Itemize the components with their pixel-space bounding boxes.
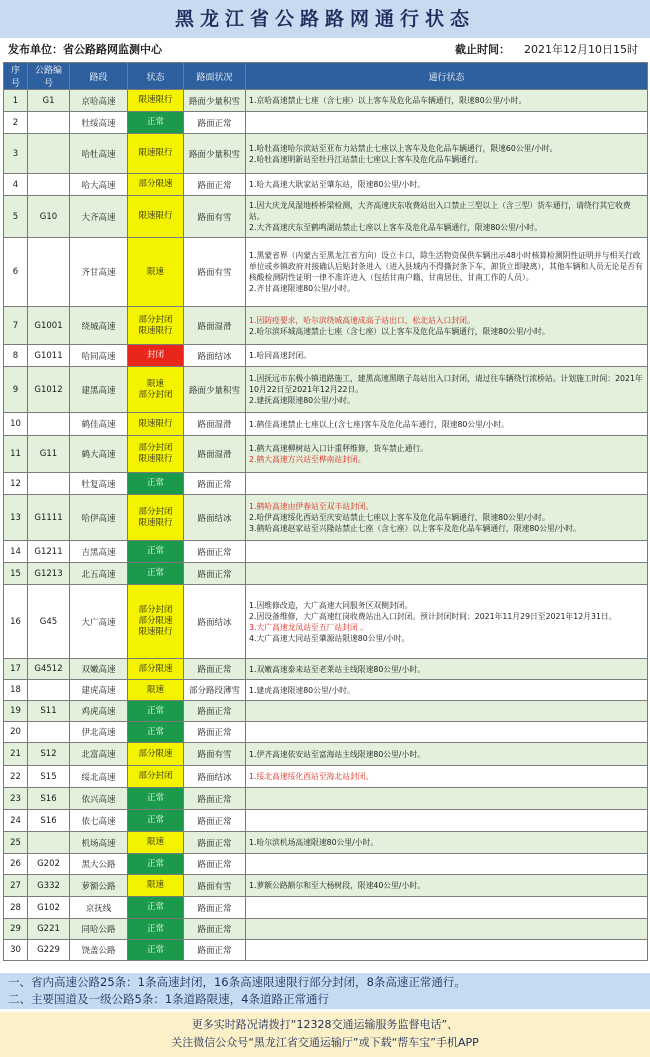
surface-condition: 路面有雪 [184,238,246,307]
road-section: 建黑高速 [70,367,128,413]
status-badge [128,788,184,810]
status-text: 正常 [146,793,164,803]
row-number: 9 [4,367,28,413]
traffic-info [246,134,648,174]
road-code: G45 [28,585,70,659]
road-section: 依七高速 [70,810,128,832]
status-badge [128,766,184,788]
traffic-note: 1.哈大高速大耿家站至肇东站，限速80公里/小时。 [249,180,425,189]
road-code: S15 [28,766,70,788]
road-code: G1012 [28,367,70,413]
table-row [4,854,648,875]
publisher: 发布单位：省公路路网监测中心 [8,43,162,56]
status-badge [128,413,184,436]
traffic-info [246,743,648,766]
table-row [4,238,648,307]
traffic-info [246,722,648,743]
traffic-note: 2.哈尔滨环城高速禁止七座（含七座）以上客车及危化品车辆通行，限速80公里/小时。 [249,326,550,336]
summary-line-highways: 一、省内高速公路25条：1条高速封闭，16条高速限速限行部分封闭，8条高速正常通行。 [8,975,466,989]
traffic-info [246,174,648,196]
status-text: 限速限行 [138,148,173,158]
status-badge [128,436,184,473]
status-text: 部分限速 [138,616,173,626]
traffic-info [246,112,648,134]
traffic-note: 1.京哈高速禁止七座（含七座）以上客车及危化品车辆通行，限速80公里/小时。 [249,96,527,105]
status-badge [128,367,184,413]
road-section: 牡绥高速 [70,112,128,134]
status-text: 正常 [146,923,164,934]
row-number: 21 [4,743,28,766]
road-section: 北五高速 [70,563,128,585]
road-code [28,134,70,174]
surface-condition: 路面正常 [184,832,246,854]
status-text: 正常 [146,944,164,955]
status-badge [128,659,184,680]
traffic-note: 1.哈牡高速哈尔滨站至亚布力站禁止七座以上客车及危化品车辆通行，限速60公里/小时。 [249,143,558,153]
row-number: 15 [4,563,28,585]
road-section: 萝额公路 [70,875,128,897]
status-text: 正常 [146,568,164,578]
header-status: 状态 [128,63,184,90]
status-badge [128,743,184,766]
status-text: 部分限速 [138,748,173,759]
table-row [4,112,648,134]
row-number: 23 [4,788,28,810]
surface-condition: 路面少量积雪 [184,367,246,413]
status-text: 限速限行 [138,95,173,105]
row-number: 29 [4,919,28,940]
status-badge [128,832,184,854]
traffic-note: 1.绥北高速绥化西站至海北站封闭。 [249,772,374,781]
table-row [4,875,648,897]
table-row [4,766,648,788]
traffic-info [246,90,648,112]
summary-line-national-roads: 二、主要国道及一级公路5条：1条道路限速，4条道路正常通行 [8,992,329,1006]
status-badge [128,919,184,940]
table-row [4,585,648,659]
row-number: 16 [4,585,28,659]
row-number: 20 [4,722,28,743]
table-row [4,563,648,585]
traffic-info [246,563,648,585]
status-badge [128,701,184,722]
surface-condition: 路面有雪 [184,875,246,897]
traffic-note: 2.哈伊高速绥化西站至庆安站禁止七座以上客车及危化品车辆通行，限速80公里/小时。 [249,513,550,522]
status-text: 部分封闭 [138,314,173,325]
traffic-note: 1.鹤大高速柳树站入口计重秤维修，货车禁止通行。 [249,444,428,453]
status-badge [128,810,184,832]
row-number: 24 [4,810,28,832]
summary-box [0,973,650,1009]
table-row [4,196,648,238]
table-row [4,436,648,473]
status-badge [128,495,184,541]
traffic-info [246,345,648,367]
row-number: 2 [4,112,28,134]
surface-condition: 路面正常 [184,788,246,810]
surface-condition: 路面湿滑 [184,413,246,436]
status-text: 限速 [146,266,164,277]
table-row [4,722,648,743]
traffic-note: 1.黑蒙省界（内蒙古至黑龙江省方向）设立卡口，除生活物资保供车辆出示48小时核算检测阴性证明并与相关行政单位或乡镇政府对接确认后贴封条进入（进入县域内不得撕封条下车，卸货立即驶离），其他车辆和人员无论是否有核酸检测阴性证明一律不准许进入（包括甘南户籍、甘南居住、甘南工作的人员）。 [249,251,643,282]
traffic-info [246,854,648,875]
table-row [4,345,648,367]
traffic-note: 4.大广高速大同站至肇源站限速80公里/小时。 [249,633,410,643]
road-section: 鸡虎高速 [70,701,128,722]
status-badge [128,585,184,659]
table-row [4,701,648,722]
status-badge [128,174,184,196]
road-code: S11 [28,701,70,722]
notice-box [0,1012,650,1057]
road-section: 吉黑高速 [70,541,128,563]
traffic-note: 1.因维修改造，大广高速大同服务区双侧封闭。 [249,600,413,610]
road-section: 鹤佳高速 [70,413,128,436]
traffic-info [246,585,648,659]
traffic-info [246,875,648,897]
road-section: 同哈公路 [70,919,128,940]
status-text: 限速限行 [138,627,173,637]
traffic-note: 3.大广高速龙凤站至五厂站封闭 。 [249,622,369,632]
traffic-info [246,919,648,940]
traffic-note: 2.建抚高速限速80公里/小时。 [249,396,355,405]
road-section: 依兴高速 [70,788,128,810]
status-badge [128,473,184,495]
status-text: 正常 [146,705,164,716]
table-row [4,919,648,940]
status-text: 正常 [146,726,164,737]
surface-condition: 路面湿滑 [184,436,246,473]
traffic-info [246,196,648,238]
road-section: 哈同高速 [70,345,128,367]
traffic-info [246,367,648,413]
status-badge [128,854,184,875]
deadline [455,38,638,62]
status-badge [128,722,184,743]
status-text: 正常 [146,815,164,825]
traffic-info [246,940,648,961]
surface-condition: 路面正常 [184,112,246,134]
status-text: 限速 [146,378,164,389]
road-section: 大广高速 [70,585,128,659]
row-number: 3 [4,134,28,174]
traffic-note: 1.因抚远市东极小镇道路施工，建黑高速黑瞎子岛站出入口封闭，请过往车辆绕行浓桥站。计划施工时间：2021年10月22日至2021年12月22日。 [249,374,643,394]
road-section: 鹤大高速 [70,436,128,473]
traffic-note: 2.因设备维修，大广高速红岗收费站出入口封闭。预计封闭时间：2021年11月29日至2021年12月31日。 [249,611,617,621]
road-code: G1211 [28,541,70,563]
road-section: 伊北高速 [70,722,128,743]
surface-condition: 路面正常 [184,919,246,940]
traffic-note: 1.鹤佳高速禁止七座以上(含七座)客车及危化品车通行，限速80公里/小时。 [249,419,509,429]
surface-condition: 路面正常 [184,810,246,832]
road-code [28,174,70,196]
table-row [4,473,648,495]
row-number: 11 [4,436,28,473]
status-text: 限速限行 [138,517,173,528]
table-body [4,90,648,961]
status-text: 部分封闭 [138,605,173,615]
surface-condition: 路面正常 [184,174,246,196]
road-code [28,722,70,743]
row-number: 22 [4,766,28,788]
status-text: 限速 [146,880,164,890]
status-badge [128,680,184,701]
table-row [4,307,648,345]
row-number: 30 [4,940,28,961]
status-text: 正常 [146,858,164,869]
row-number: 14 [4,541,28,563]
table-row [4,413,648,436]
traffic-info [246,307,648,345]
header-surface: 路面状况 [184,63,246,90]
road-section: 绥北高速 [70,766,128,788]
traffic-note: 3.鹤哈高速赵家站至兴隆站禁止七座（含七座）以上客车及危化品车辆通行，限速80公里/小时。 [249,524,581,533]
status-text: 部分限速 [138,663,173,674]
surface-condition: 路面正常 [184,897,246,919]
status-badge [128,940,184,961]
status-badge [128,897,184,919]
road-code: G102 [28,897,70,919]
traffic-note: 2.大齐高速庆东至鹤鸣湖站禁止七座以上客车及危化品车辆通行，限速80公里/小时。 [249,223,542,232]
surface-condition: 路面湿滑 [184,307,246,345]
status-text: 部分封闭 [138,771,173,781]
status-text: 限速 [146,837,164,847]
road-section: 大齐高速 [70,196,128,238]
road-code: G332 [28,875,70,897]
traffic-info [246,897,648,919]
row-number: 12 [4,473,28,495]
traffic-note: 1.因大庆龙凤湿地桥桥梁检测，大齐高速庆东收费站出入口禁止三型以上（含三型）货车通行，请绕行其它收费站。 [249,201,631,221]
table-row [4,940,648,961]
road-section: 哈大高速 [70,174,128,196]
notice-line-1: 更多实时路况请拨打“12328交通运输服务监督电话”、 [191,1018,459,1031]
road-code: G1111 [28,495,70,541]
traffic-info [246,680,648,701]
road-code: S12 [28,743,70,766]
surface-condition: 路面正常 [184,473,246,495]
road-code [28,413,70,436]
road-section: 哈伊高速 [70,495,128,541]
row-number: 18 [4,680,28,701]
traffic-info [246,541,648,563]
status-text: 正常 [146,117,164,127]
status-text: 部分限速 [138,179,173,189]
road-section: 机场高速 [70,832,128,854]
table-row [4,495,648,541]
road-code: G1213 [28,563,70,585]
road-section: 北富高速 [70,743,128,766]
table-row [4,541,648,563]
surface-condition: 路面结冰 [184,495,246,541]
surface-condition: 路面结冰 [184,345,246,367]
traffic-info [246,238,648,307]
deadline-label: 截止时间： [455,43,510,56]
traffic-note: 1.伊齐高速依安站至富海站主线限速80公里/小时。 [249,749,425,759]
traffic-info [246,495,648,541]
status-badge [128,307,184,345]
surface-condition: 路面正常 [184,701,246,722]
road-code: G1011 [28,345,70,367]
road-code: G10 [28,196,70,238]
road-section: 齐甘高速 [70,238,128,307]
table-row [4,788,648,810]
row-number: 1 [4,90,28,112]
table-row [4,810,648,832]
surface-condition: 路面结冰 [184,585,246,659]
row-number: 17 [4,659,28,680]
header-code: 公路编号 [28,63,70,90]
road-code: G1001 [28,307,70,345]
row-number: 4 [4,174,28,196]
road-code: G1 [28,90,70,112]
status-badge [128,541,184,563]
row-number: 19 [4,701,28,722]
status-text: 部分封闭 [138,506,173,517]
status-badge [128,238,184,307]
traffic-note: 1.建虎高速限速80公里/小时。 [249,685,355,695]
row-number: 10 [4,413,28,436]
surface-condition: 路面结冰 [184,766,246,788]
traffic-info [246,766,648,788]
road-code [28,473,70,495]
table-row [4,897,648,919]
status-text: 限速限行 [138,454,173,464]
surface-condition: 路面正常 [184,659,246,680]
traffic-note: 1.因防疫要求，哈尔滨绕城高速成高子站出口、松北站入口封闭。 [249,315,475,325]
road-section: 建虎高速 [70,680,128,701]
notice-line-2: 关注微信公众号“黑龙江省交通运输厅”或下载“帮车宝”手机APP [171,1036,479,1049]
surface-condition: 路面正常 [184,563,246,585]
status-badge [128,345,184,367]
row-number: 7 [4,307,28,345]
road-code: S16 [28,788,70,810]
row-number: 28 [4,897,28,919]
road-section: 牡复高速 [70,473,128,495]
road-code: G202 [28,854,70,875]
road-code: G11 [28,436,70,473]
row-number: 13 [4,495,28,541]
road-section: 京抚线 [70,897,128,919]
status-text: 正常 [146,546,164,556]
traffic-note: 2.齐甘高速限速80公里/小时。 [249,284,355,293]
status-badge [128,90,184,112]
traffic-info [246,659,648,680]
status-badge [128,112,184,134]
traffic-info [246,832,648,854]
table-row [4,743,648,766]
traffic-note: 1.鹤哈高速由伊春站至双丰站封闭。 [249,502,374,511]
surface-condition: 部分路段薄雪 [184,680,246,701]
road-code: S16 [28,810,70,832]
traffic-note: 2.鹤大高速方兴站至桦南站封闭。 [249,455,366,464]
header-traffic: 通行状态 [246,63,648,90]
traffic-info [246,413,648,436]
header-no: 序号 [4,63,28,90]
road-code: G4512 [28,659,70,680]
meta-bar [0,38,650,62]
status-text: 限速限行 [138,325,173,336]
table-header-row [4,63,648,90]
table-row [4,174,648,196]
traffic-info [246,788,648,810]
surface-condition: 路面正常 [184,541,246,563]
road-section: 哈牡高速 [70,134,128,174]
row-number: 5 [4,196,28,238]
table-row [4,832,648,854]
surface-condition: 路面有雪 [184,743,246,766]
status-badge [128,875,184,897]
status-text: 部分封闭 [138,389,173,400]
road-section: 京哈高速 [70,90,128,112]
table-row [4,659,648,680]
status-text: 部分封闭 [138,443,173,453]
surface-condition: 路面有雪 [184,196,246,238]
surface-condition: 路面正常 [184,722,246,743]
status-table [3,62,648,961]
road-code [28,238,70,307]
table-row [4,134,648,174]
status-text: 正常 [146,902,164,912]
header-section: 路段 [70,63,128,90]
road-code [28,832,70,854]
table-row [4,90,648,112]
road-section: 双嫩高速 [70,659,128,680]
row-number: 8 [4,345,28,367]
status-text: 限速限行 [138,211,173,221]
status-text: 封闭 [146,350,164,360]
row-number: 26 [4,854,28,875]
table-row [4,680,648,701]
road-section: 黑大公路 [70,854,128,875]
traffic-info [246,810,648,832]
surface-condition: 路面少量积雪 [184,134,246,174]
road-section: 绕城高速 [70,307,128,345]
status-badge [128,563,184,585]
traffic-note: 1.哈同高速封闭。 [249,351,312,360]
row-number: 6 [4,238,28,307]
road-code: G221 [28,919,70,940]
surface-condition: 路面少量积雪 [184,90,246,112]
page-title: 黑龙江省公路路网通行状态 [0,0,650,38]
surface-condition: 路面正常 [184,854,246,875]
traffic-info [246,473,648,495]
status-badge [128,134,184,174]
surface-condition: 路面正常 [184,940,246,961]
road-code [28,112,70,134]
status-text: 限速限行 [138,418,173,429]
status-badge [128,196,184,238]
road-code [28,680,70,701]
traffic-info [246,436,648,473]
table-row [4,367,648,413]
traffic-note: 2.哈牡高速明新站至牡丹江站禁止七座以上客车及危化品车辆通行。 [249,154,483,164]
deadline-value: 2021年12月10日15时 [524,43,638,56]
traffic-note: 1.哈尔滨机场高速限速80公里/小时。 [249,838,379,847]
traffic-note: 1.双嫩高速泰来站至老莱站主线限速80公里/小时。 [249,664,425,674]
status-text: 正常 [146,478,164,488]
road-code: G229 [28,940,70,961]
road-section: 饶盖公路 [70,940,128,961]
status-text: 限速 [146,684,164,695]
traffic-note: 1.萝额公路额尔和至大杨树段，限速40公里/小时。 [249,881,425,890]
row-number: 25 [4,832,28,854]
row-number: 27 [4,875,28,897]
traffic-info [246,701,648,722]
